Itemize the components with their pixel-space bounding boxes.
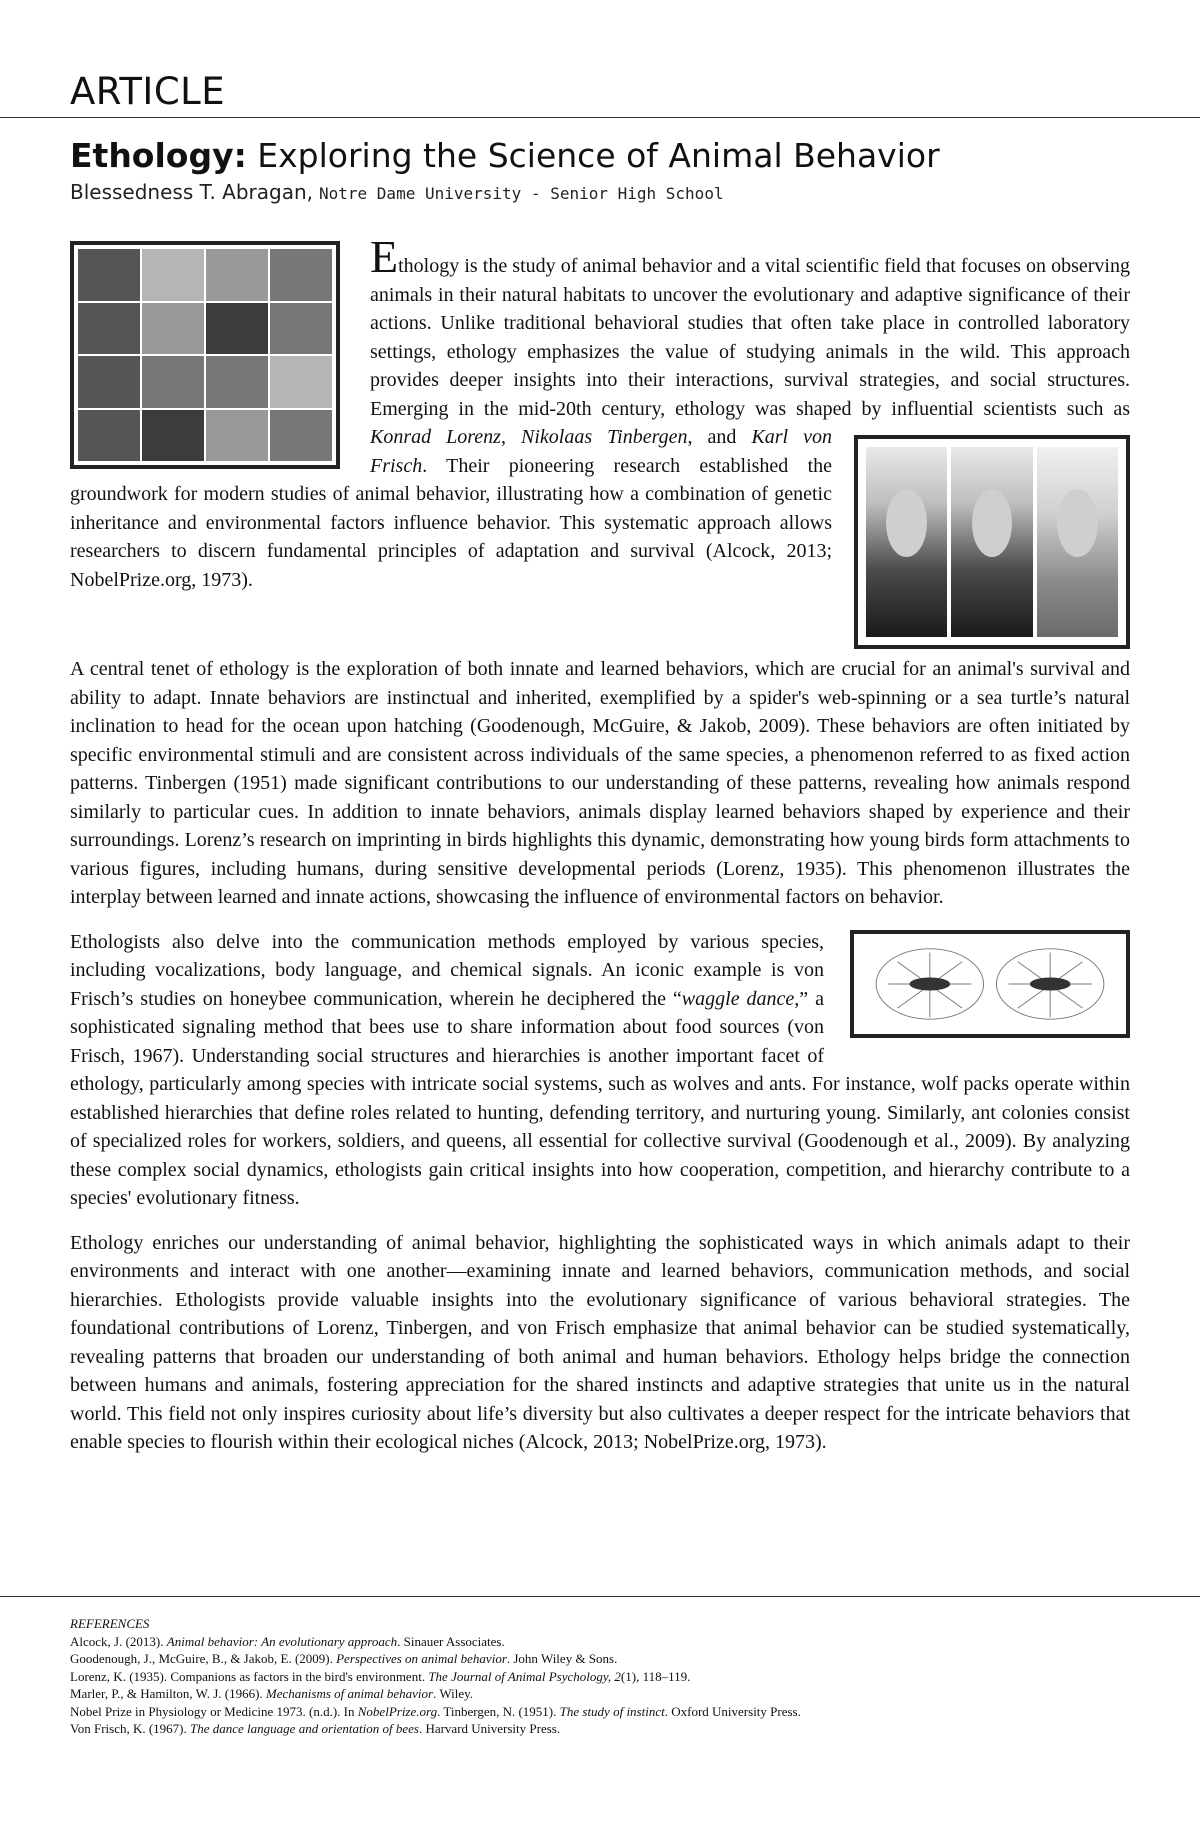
- waggle-dance-diagram: [850, 930, 1130, 1038]
- author-name: Blessedness T. Abragan,: [70, 180, 313, 204]
- name-lorenz: Konrad Lorenz: [370, 426, 501, 448]
- reference-item: Nobel Prize in Physiology or Medicine 1973. (n.d.). In NobelPrize.org. Tinbergen, N. (1951). The study of instinct. Oxford University Press.: [70, 1703, 801, 1719]
- portrait-lorenz: [951, 447, 1032, 637]
- byline: [70, 180, 724, 205]
- references: [70, 1615, 1130, 1738]
- p1-text-b: . Their pioneering research established the groundwork for modern studies of animal behavior, illustrating how a combination of genetic inheritance and environmental factors influence behavior. This systematic approach allows researchers to discern fundamental principles of adaptation and survival (Alcock, 2013; NobelPrize.org, 1973).: [70, 454, 832, 591]
- dropcap: E: [370, 231, 399, 282]
- portrait-von-frisch: [866, 447, 947, 637]
- collage-grid: [74, 245, 336, 465]
- title-bold: Ethology:: [70, 136, 247, 175]
- name-tinbergen: Nikolaas Tinbergen: [521, 426, 688, 448]
- paragraph-3: [70, 928, 1130, 1213]
- p1-sep2: , and: [687, 426, 752, 448]
- references-heading: REFERENCES: [70, 1616, 150, 1631]
- reference-item: Goodenough, J., McGuire, B., & Jakob, E. (2009). Perspectives on animal behavior. John Wiley & Sons.: [70, 1651, 618, 1666]
- article-body: [70, 231, 1130, 1473]
- paragraph-4: Ethology enriches our understanding of animal behavior, highlighting the sophisticated ways in which animals adapt to their environments and interact with one another—examining innate and learned behaviors, communication methods, and social hierarchies. Ethologists provide valuable insights into the evolutionary significance of various behavioral strategies. The foundational contributions of Lorenz, Tinbergen, and von Frisch emphasize that animal behavior can be studied systematically, revealing patterns that broaden our understanding of both animal and human behaviors. Ethology helps bridge the connection between humans and animals, fostering appreciation for the shared instincts and adaptive strategies that unite us in the natural world. This field not only inspires curiosity about life’s diversity but also cultivates a deeper respect for the intricate behaviors that enable species to flourish within their ecological niches (Alcock, 2013; NobelPrize.org, 1973).: [70, 1231, 1130, 1453]
- scientists-photo: [854, 435, 1130, 649]
- section-label: ARTICLE: [70, 70, 226, 113]
- reference-item: Alcock, J. (2013). Animal behavior: An evolutionary approach. Sinauer Associates.: [70, 1633, 505, 1649]
- scientist-portraits: [866, 447, 1118, 637]
- name-frisch: Karl von Frisch: [370, 426, 833, 477]
- top-rule: [0, 117, 1200, 118]
- author-affiliation: Notre Dame University - Senior High School: [319, 184, 724, 203]
- p3-text-a: Ethologists also delve into the communication methods employed by various species, including vocalizations, body language, and chemical signals. An iconic example is von Frisch’s studies on honeybee communication, wherein he deciphered the “: [70, 930, 824, 1010]
- p1-sep1: ,: [500, 426, 521, 448]
- reference-item: Von Frisch, K. (1967). The dance language and orientation of bees. Harvard University Press.: [70, 1721, 561, 1736]
- reference-item: Marler, P., & Hamilton, W. J. (1966). Mechanisms of animal behavior. Wiley.: [70, 1686, 474, 1701]
- paragraph-2: A central tenet of ethology is the exploration of both innate and learned behaviors, which are crucial for an animal's survival and ability to adapt. Innate behaviors are instinctual and inherited, exemplified by a spider's web-spinning or a sea turtle’s natural inclination to head for the ocean upon hatching (Goodenough, McGuire, & Jakob, 2009). These behaviors are often initiated by specific environmental stimuli and are consistent across individuals of the same species, a phenomenon referred to as fixed action patterns. Tinbergen (1951) made significant contributions to our understanding of these patterns, revealing how animals respond similarly to particular cues. In addition to innate behaviors, animals display learned behaviors shaped by experience and their surroundings. Lorenz’s research on imprinting in birds highlights this dynamic, demonstrating how young birds form attachments to various figures, including humans, during sensitive developmental periods (Lorenz, 1935). This phenomenon illustrates the interplay between learned and innate actions, showcasing the influence of environmental factors on behavior.: [70, 658, 1130, 908]
- portrait-tinbergen: [1037, 447, 1118, 637]
- reference-item: Lorenz, K. (1935). Companions as factors in the bird's environment. The Journal of Animal Psychology, 2(1), 118–119.: [70, 1668, 691, 1684]
- article-title: [70, 136, 940, 175]
- p3-text-b: ,” a sophisticated signaling method that bees use to share information about food sources (von Frisch, 1967). Understanding social structures and hierarchies is another important facet of ethology, particularly among species with intricate social systems, such as wolves and ants. For instance, wolf packs operate within established hierarchies that define roles related to hunting, defending territory, and nurturing young. Similarly, ant colonies consist of specialized roles for workers, soldiers, and queens, all essential for collective survival (Goodenough et al., 2009). By analyzing these complex social dynamics, ethologists gain critical insights into how cooperation, competition, and hierarchy contribute to a species' evolutionary fitness.: [70, 987, 1130, 1209]
- bottom-rule: [0, 1596, 1200, 1597]
- animal-collage-image: [70, 241, 340, 469]
- p1-text-a: thology is the study of animal behavior and a vital scientific field that focuses on observing animals in their natural habitats to uncover the evolutionary and adaptive significance of their actions. Unlike traditional behavioral studies that often take place in controlled laboratory settings, ethology emphasizes the value of studying animals in the wild. This approach provides deeper insights into their interactions, survival strategies, and social structures. Emerging in the mid-20th century, ethology was shaped by influential scientists such as: [370, 255, 1130, 420]
- waggle-dance-term: waggle dance: [681, 987, 795, 1010]
- title-rest: Exploring the Science of Animal Behavior: [246, 136, 940, 175]
- waggle-dance-svg: [854, 934, 1126, 1034]
